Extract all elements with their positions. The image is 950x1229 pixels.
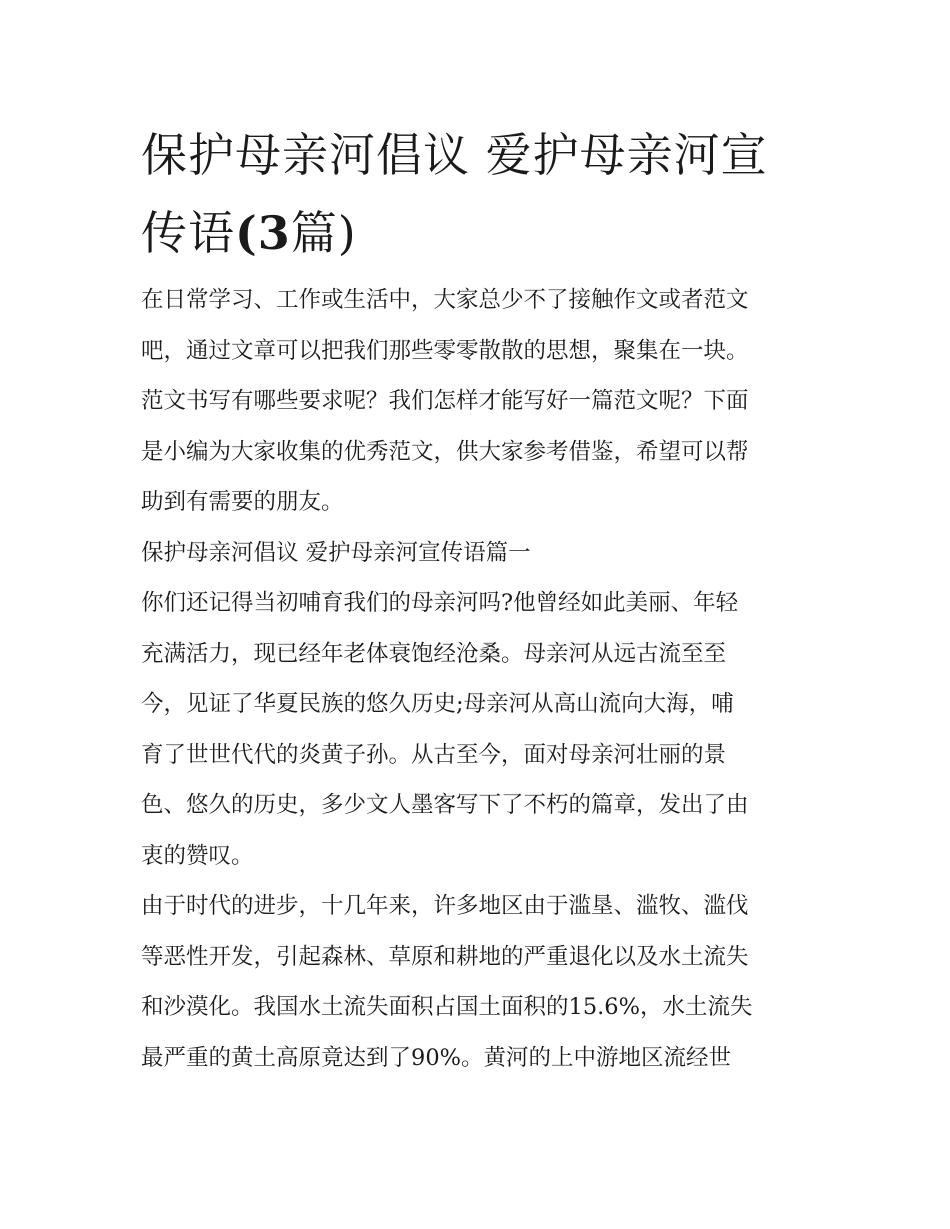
title-line-2 xyxy=(141,194,813,272)
paragraph-line: 育了世世代代的炎黄子孙。从古至今，面对母亲河壮丽的景 xyxy=(141,741,727,768)
paragraph-line: 色、悠久的历史，多少文人墨客写下了不朽的篇章，发出了由 xyxy=(141,792,749,818)
section-heading: 保护母亲河倡议 爱护母亲河宣传语篇一 xyxy=(141,539,531,566)
intro-line: 是小编为大家收集的优秀范文，供大家参考借鉴，希望可以帮 xyxy=(141,438,749,465)
intro-paragraph xyxy=(141,275,813,528)
intro-line: 助到有需要的朋友。 xyxy=(141,489,344,515)
title-line-1: 保护母亲河倡议 爱护母亲河宣 xyxy=(141,128,768,182)
paragraph-line: 充满活力，现已经年老体衰饱经沧桑。母亲河从远古流至至 xyxy=(141,640,727,667)
intro-line: 吧，通过文章可以把我们那些零零散散的思想，聚集在一块。 xyxy=(141,337,749,364)
document-title xyxy=(141,116,813,272)
intro-line: 在日常学习、工作或生活中，大家总少不了接触作文或者范文 xyxy=(141,287,749,313)
paragraph-line: 你们还记得当初哺育我们的母亲河吗?他曾经如此美丽、年轻 xyxy=(141,590,739,616)
title-line-2-prefix: 传语 xyxy=(141,206,235,260)
title-count: (3 xyxy=(235,206,291,260)
title-line-2-suffix: 篇) xyxy=(290,206,357,260)
document-page xyxy=(141,116,813,1083)
paragraph-line: 等恶性开发，引起森林、草原和耕地的严重退化以及水土流失 xyxy=(141,943,749,970)
paragraph-line: 最严重的黄土高原竟达到了90%。黄河的上中游地区流经世 xyxy=(141,1044,732,1071)
intro-line: 范文书写有哪些要求呢？我们怎样才能写好一篇范文呢？下面 xyxy=(141,388,749,414)
body-paragraph-2 xyxy=(141,881,813,1083)
paragraph-line: 由于时代的进步，十几年来，许多地区由于滥垦、滥牧、滥伐 xyxy=(141,893,749,919)
paragraph-line: 今，见证了华夏民族的悠久历史;母亲河从高山流向大海，哺 xyxy=(141,691,734,717)
paragraph-line: 衷的赞叹。 xyxy=(141,842,254,869)
paragraph-line: 和沙漠化。我国水土流失面积占国土面积的15.6%，水土流失 xyxy=(141,994,753,1020)
body-paragraph-1 xyxy=(141,578,813,881)
